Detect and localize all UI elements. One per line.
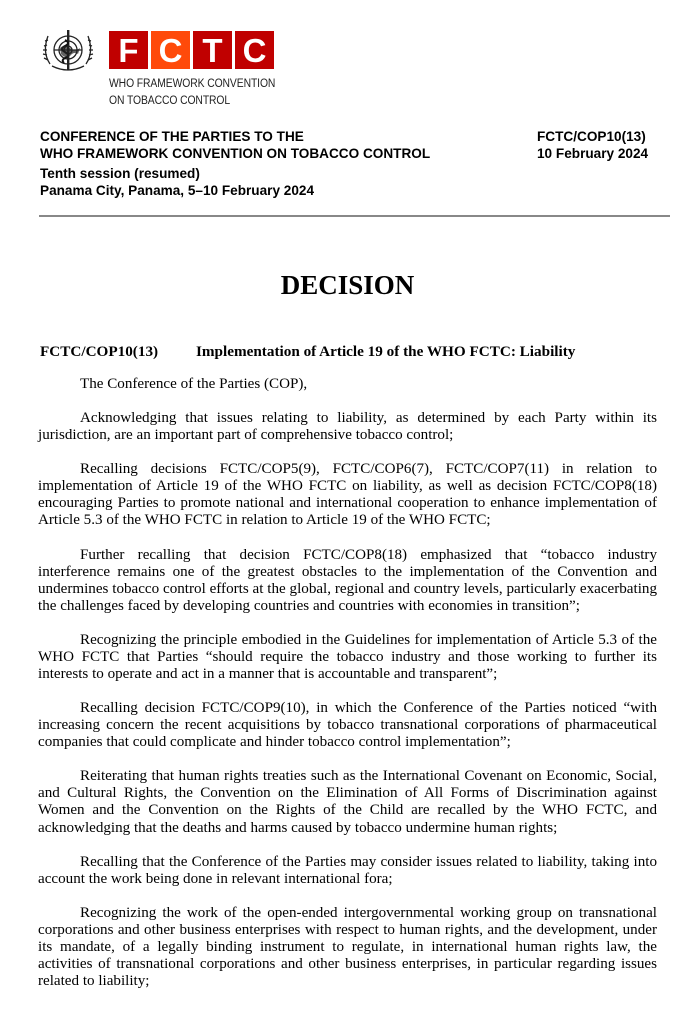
header-divider xyxy=(39,215,670,217)
conference-header xyxy=(40,128,430,199)
paragraph: Recalling decision FCTC/COP9(10), in which the Conference of the Parties noticed “with increasing concern the recent acquisitions by tobacco transnational corporations of pharmaceutical companies that could complicate and hinder tobacco control implementation”; xyxy=(38,700,657,751)
decision-body xyxy=(38,376,657,1007)
paragraph: Recalling decisions FCTC/COP5(9), FCTC/COP6(7), FCTC/COP7(11) in relation to implementation of Article 19 of the WHO FCTC on liability, as well as decision FCTC/COP8(18) encouraging Parties to promote national and international cooperation to enhance implementation of Article 5.3 of the WHO FCTC in relation to Article 19 of the WHO FCTC; xyxy=(38,461,657,529)
page-title: DECISION xyxy=(280,270,415,300)
fctc-letter-c2: C xyxy=(235,31,274,69)
document-reference xyxy=(537,128,648,162)
paragraph: Recognizing the work of the open-ended intergovernmental working group on transnational corporations and other business enterprises with respect to human rights, and the development, under its mandate, of a legally binding instrument to regulate, in international human rights law, the activities of transnational corporations and other business enterprises, in particular regarding issues related to liability; xyxy=(38,904,657,990)
paragraph: Recalling that the Conference of the Parties may consider issues related to liability, taking into account the work being done in relevant international fora; xyxy=(38,853,657,887)
session-label: Tenth session (resumed) xyxy=(40,166,200,181)
fctc-wordmark xyxy=(109,31,274,69)
decision-title xyxy=(40,342,575,361)
decision-code: FCTC/COP10(13) xyxy=(40,343,159,360)
document-code: FCTC/COP10(13) xyxy=(537,129,646,144)
fctc-letter-f: F xyxy=(109,31,148,69)
who-emblem-icon xyxy=(38,26,98,76)
logo-subtitle xyxy=(109,76,275,110)
location-dates: Panama City, Panama, 5–10 February 2024 xyxy=(40,183,315,198)
conference-line2: WHO FRAMEWORK CONVENTION ON TOBACCO CONTROL xyxy=(40,146,431,161)
fctc-letter-c: C xyxy=(151,31,190,69)
logo-subtitle-line2: ON TOBACCO CONTROL xyxy=(109,95,231,107)
document-date: 10 February 2024 xyxy=(537,146,649,161)
conference-line1: CONFERENCE OF THE PARTIES TO THE xyxy=(40,129,304,144)
fctc-letter-t: T xyxy=(193,31,232,69)
decision-title-text: Implementation of Article 19 of the WHO FCTC: Liability xyxy=(196,343,576,360)
paragraph: Acknowledging that issues relating to liability, as determined by each Party within its jurisdiction, are an important part of comprehensive tobacco control; xyxy=(38,410,657,444)
paragraph: Further recalling that decision FCTC/COP8(18) emphasized that “tobacco industry interference remains one of the greatest obstacles to the implementation of the Convention and undermines tobacco control efforts at the global, regional and country levels, particularly exacerbating the challenges faced by developing countries and countries with economies in transition”; xyxy=(38,546,657,614)
paragraph-preamble: The Conference of the Parties (COP), xyxy=(80,376,308,392)
fctc-logo xyxy=(38,26,298,110)
logo-subtitle-line1: WHO FRAMEWORK CONVENTION xyxy=(109,78,276,90)
paragraph: Recognizing the principle embodied in the Guidelines for implementation of Article 5.3 of the WHO FCTC that Parties “should require the tobacco industry and those working to further its interests to operate and act in a manner that is accountable and transparent”; xyxy=(38,631,657,682)
paragraph: Reiterating that human rights treaties such as the International Covenant on Economic, Social, and Cultural Rights, the Convention on the Elimination of All Forms of Discrimination against Women and the Convention on the Rights of the Child are recalled by the WHO FCTC, and acknowledging that the deaths and harms caused by tobacco undermine human rights; xyxy=(38,768,657,836)
